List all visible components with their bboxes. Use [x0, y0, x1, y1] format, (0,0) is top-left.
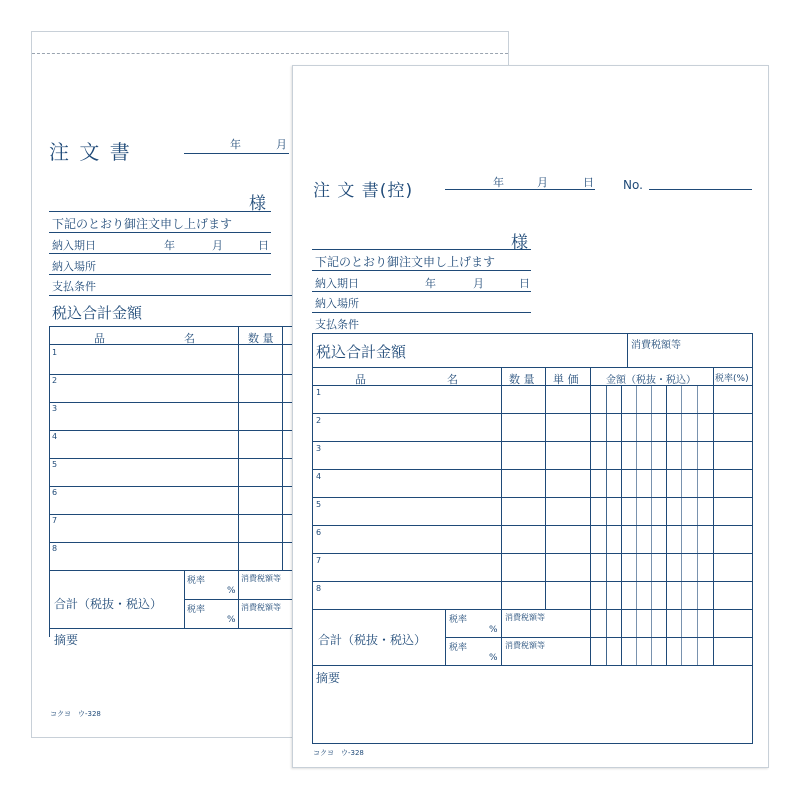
date-day: 日: [583, 176, 594, 189]
rule: [49, 514, 309, 515]
total-amount-label: 税込合計金額: [316, 343, 407, 361]
total-label: 合計（税抜・税込）: [54, 597, 163, 611]
rule: [312, 469, 753, 470]
tax-rate-label: 税率: [449, 643, 468, 653]
header-quantity: 数 量: [248, 332, 274, 345]
consumption-tax-box-label: 消費税額等: [631, 340, 681, 351]
date-month: 月: [537, 176, 548, 189]
remarks-label: 摘要: [54, 633, 79, 647]
row-number: 1: [52, 348, 58, 357]
percent-sign: %: [489, 625, 498, 635]
row-number: 7: [316, 556, 322, 565]
rule: [49, 326, 50, 637]
rule: [501, 367, 502, 609]
rule: [627, 333, 628, 367]
delivery-date-year: 年: [425, 277, 436, 290]
rule: [312, 367, 753, 368]
rule: [184, 599, 309, 600]
rule: [49, 430, 309, 431]
rule: [49, 402, 309, 403]
total-amount-label: 税込合計金額: [52, 304, 143, 322]
tax-rate-label: 税率: [187, 576, 206, 586]
rule: [49, 570, 309, 571]
delivery-date-day: 日: [258, 239, 269, 252]
row-number: 1: [316, 388, 322, 397]
remarks-label: 摘要: [316, 671, 341, 685]
delivery-date-label: 納入期日: [52, 239, 96, 252]
delivery-date-day: 日: [519, 277, 530, 290]
rule: [312, 413, 753, 414]
tax-rate-label: 税率: [187, 605, 206, 615]
consumption-tax-label: 消費税額等: [241, 574, 281, 583]
row-number: 6: [316, 528, 322, 537]
delivery-place-label: 納入場所: [315, 297, 359, 310]
row-number: 5: [316, 500, 322, 509]
header-tax-rate: 税率(%): [715, 374, 749, 384]
date-year: 年: [230, 138, 241, 151]
rule: [49, 232, 271, 233]
recipient-line: [49, 211, 271, 212]
percent-sign: %: [227, 615, 236, 625]
row-number: 2: [316, 416, 322, 425]
row-number: 4: [316, 472, 322, 481]
date-month: 月: [276, 138, 287, 151]
rule: [49, 458, 309, 459]
row-number: 4: [52, 432, 58, 441]
delivery-date-year: 年: [164, 239, 175, 252]
row-number: 2: [52, 376, 58, 385]
total-label: 合計（税抜・税込）: [318, 633, 427, 647]
request-text: 下記のとおり御注文申し上げます: [52, 217, 233, 231]
row-number: 5: [52, 460, 58, 469]
rule: [590, 367, 591, 665]
rule: [49, 274, 271, 275]
header-amount: 金額（税抜・税込）: [606, 375, 696, 386]
row-number: 6: [52, 488, 58, 497]
recipient-honorific: 様: [511, 233, 528, 253]
form-title: 注 文 書(控): [313, 181, 414, 201]
row-number: 8: [52, 544, 58, 553]
rule: [312, 385, 753, 386]
request-text: 下記のとおり御注文申し上げます: [315, 255, 496, 269]
row-number: 8: [316, 584, 322, 593]
delivery-place-label: 納入場所: [52, 260, 96, 273]
percent-sign: %: [489, 653, 498, 663]
rule: [312, 553, 753, 554]
rule: [312, 441, 753, 442]
rule: [312, 270, 531, 271]
order-table-frame: [312, 333, 753, 744]
row-number: 3: [316, 444, 322, 453]
number-line: [649, 189, 752, 190]
rule: [312, 312, 531, 313]
rule: [312, 497, 753, 498]
payment-terms-label: 支払条件: [52, 280, 96, 293]
rule: [282, 326, 283, 570]
payment-terms-label: 支払条件: [315, 318, 359, 331]
consumption-tax-label: 消費税額等: [241, 603, 281, 612]
rule: [49, 628, 309, 629]
row-number: 7: [52, 516, 58, 525]
order-form-copy: [292, 65, 769, 768]
rule: [49, 253, 271, 254]
percent-sign: %: [227, 586, 236, 596]
rule: [445, 637, 753, 638]
perforation-line: [32, 53, 508, 54]
tax-rate-label: 税率: [449, 615, 468, 625]
rule: [545, 367, 546, 609]
header-name: 名: [447, 373, 458, 386]
row-number: 3: [52, 404, 58, 413]
rule: [49, 542, 309, 543]
footer-brand: コクヨ ウ-328: [50, 710, 101, 718]
rule: [312, 581, 753, 582]
date-line: [184, 153, 289, 154]
footer-brand: コクヨ ウ-328: [313, 749, 364, 757]
rule: [713, 367, 714, 665]
recipient-honorific: 様: [249, 194, 266, 214]
header-quantity: 数 量: [509, 373, 535, 386]
header-unit-price: 単 価: [553, 373, 579, 386]
header-item: 品: [94, 332, 105, 345]
rule: [312, 525, 753, 526]
delivery-date-label: 納入期日: [315, 277, 359, 290]
header-item: 品: [355, 373, 366, 386]
rule: [49, 486, 309, 487]
rule: [312, 665, 753, 666]
consumption-tax-label: 消費税額等: [505, 613, 545, 622]
header-name: 名: [184, 332, 195, 345]
rule: [312, 609, 753, 610]
date-year: 年: [493, 176, 504, 189]
date-line: [445, 189, 595, 190]
delivery-date-month: 月: [473, 277, 484, 290]
rule: [49, 374, 309, 375]
rule: [238, 326, 239, 570]
form-title: 注 文 書: [49, 140, 132, 164]
delivery-date-month: 月: [212, 239, 223, 252]
rule: [312, 291, 531, 292]
number-label: No.: [623, 178, 643, 192]
recipient-line: [312, 249, 531, 250]
consumption-tax-label: 消費税額等: [505, 641, 545, 650]
